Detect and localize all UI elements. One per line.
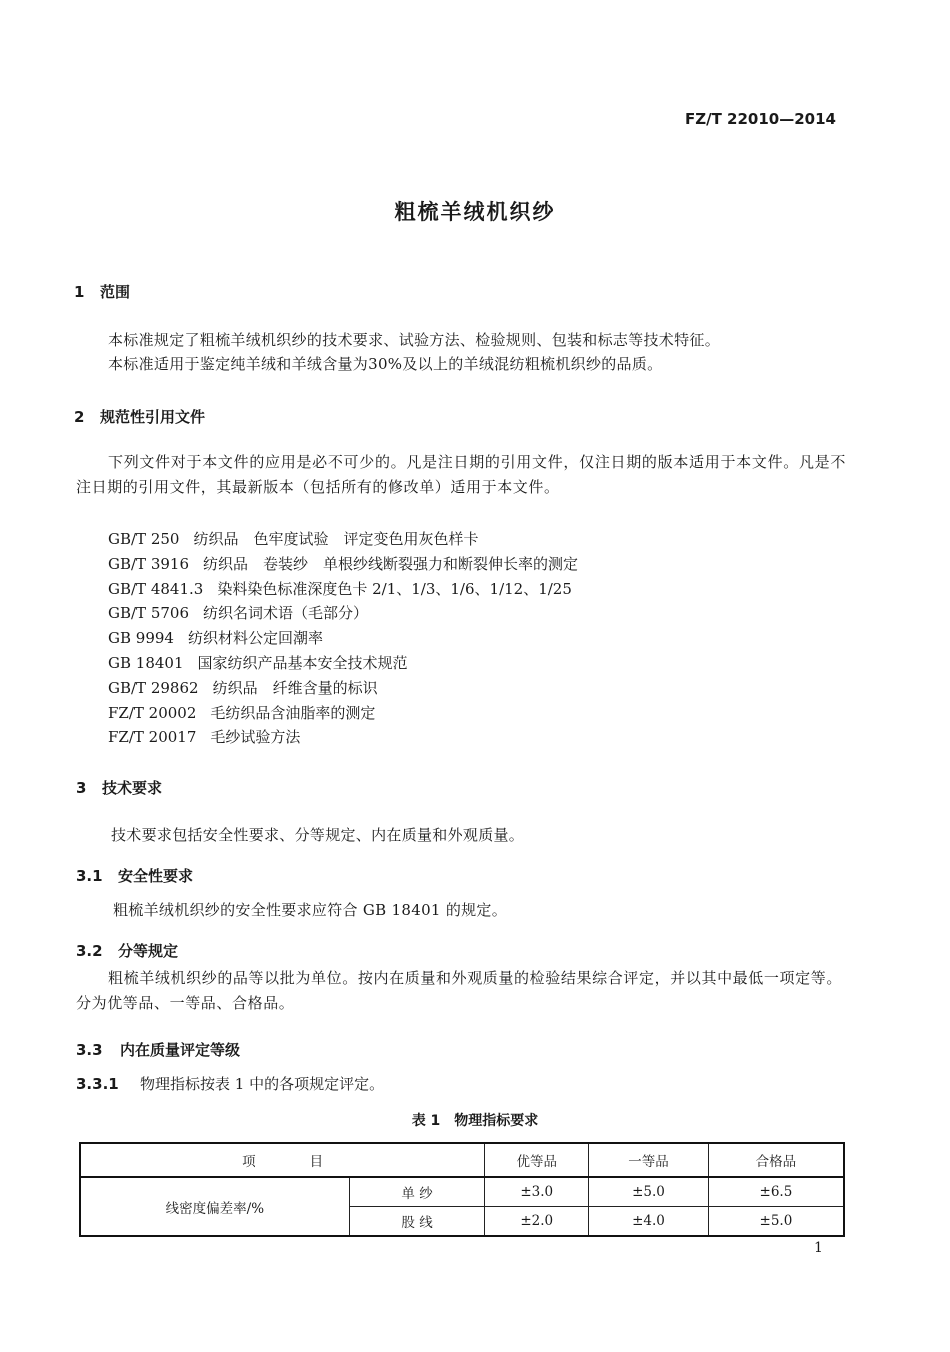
section-3-3-1 bbox=[76, 1073, 384, 1094]
section-3-intro: 技术要求包括安全性要求、分等规定、内在质量和外观质量。 bbox=[111, 826, 525, 844]
reference-title: 纺织材料公定回潮率 bbox=[187, 629, 323, 648]
section-title: 技术要求 bbox=[102, 779, 163, 797]
reference-title: 毛纱试验方法 bbox=[210, 728, 301, 747]
sub-item-label: 单 纱 bbox=[349, 1177, 485, 1207]
section-title: 安全性要求 bbox=[118, 867, 194, 885]
table-cell: ±4.0 bbox=[589, 1207, 709, 1237]
reference-title: 毛纺织品含油脂率的测定 bbox=[210, 703, 376, 722]
section-3-1-text: 粗梳羊绒机织纱的安全性要求应符合 GB 18401 的规定。 bbox=[113, 901, 508, 919]
section-title: 范围 bbox=[100, 283, 131, 301]
section-number: 3 bbox=[76, 779, 87, 797]
section-number: 1 bbox=[74, 283, 85, 301]
section-3-2-text: 粗梳羊绒机织纱的品等以批为单位。按内在质量和外观质量的检验结果综合评定，并以其中最低一项定等。分为优等品、一等品、合格品。 bbox=[76, 969, 842, 1012]
header-grade-qualified: 合格品 bbox=[708, 1143, 844, 1177]
header-grade-first: 一等品 bbox=[589, 1143, 709, 1177]
reference-item bbox=[108, 527, 578, 552]
reference-item bbox=[108, 676, 578, 701]
section-text: 物理指标按表 1 中的各项规定评定。 bbox=[140, 1075, 385, 1093]
reference-title: 纺织名词术语（毛部分） bbox=[203, 604, 369, 623]
section-1-paragraph-1: 本标准规定了粗梳羊绒机织纱的技术要求、试验方法、检验规则、包装和标志等技术特征。 bbox=[108, 331, 721, 349]
table-cell: ±5.0 bbox=[708, 1207, 844, 1237]
standard-code: FZ/T 22010—2014 bbox=[685, 110, 836, 128]
reference-title: 国家纺织产品基本安全技术规范 bbox=[197, 653, 408, 672]
section-3-3-heading bbox=[76, 1039, 240, 1060]
reference-list bbox=[108, 527, 578, 750]
reference-item bbox=[108, 701, 578, 726]
section-number: 3.3.1 bbox=[76, 1075, 119, 1093]
section-number: 3.2 bbox=[76, 942, 103, 960]
section-1-heading bbox=[74, 281, 130, 302]
row-item-label: 线密度偏差率/% bbox=[80, 1177, 349, 1236]
header-grade-premium: 优等品 bbox=[485, 1143, 589, 1177]
section-title: 内在质量评定等级 bbox=[120, 1041, 241, 1059]
reference-code: GB/T 29862 bbox=[108, 678, 199, 697]
section-3-2-heading bbox=[76, 940, 178, 961]
section-number: 3.1 bbox=[76, 867, 103, 885]
document-title: 粗梳羊绒机织纱 bbox=[394, 200, 556, 224]
reference-title: 染料染色标准深度色卡 2/1、1/3、1/6、1/12、1/25 bbox=[217, 579, 572, 598]
section-3-heading bbox=[76, 777, 162, 798]
table-cell: ±2.0 bbox=[485, 1207, 589, 1237]
table-row bbox=[80, 1177, 844, 1207]
table-caption: 表 1 物理指标要求 bbox=[411, 1113, 539, 1129]
reference-item bbox=[108, 577, 578, 602]
reference-code: GB/T 5706 bbox=[108, 604, 190, 623]
section-title: 分等规定 bbox=[118, 942, 179, 960]
reference-item bbox=[108, 651, 578, 676]
section-number: 2 bbox=[74, 408, 85, 426]
reference-item bbox=[108, 552, 578, 577]
section-3-1-heading bbox=[76, 865, 193, 886]
reference-code: GB 18401 bbox=[108, 653, 184, 672]
reference-item bbox=[108, 626, 578, 651]
table-cell: ±5.0 bbox=[589, 1177, 709, 1207]
reference-code: FZ/T 20017 bbox=[108, 728, 197, 747]
table-header-row bbox=[80, 1143, 844, 1177]
reference-title: 纺织品 色牢度试验 评定变色用灰色样卡 bbox=[193, 530, 479, 548]
table-cell: ±3.0 bbox=[485, 1177, 589, 1207]
reference-item bbox=[108, 601, 578, 626]
reference-title: 纺织品 纤维含量的标识 bbox=[212, 678, 378, 697]
table-cell: ±6.5 bbox=[708, 1177, 844, 1207]
reference-code: FZ/T 20002 bbox=[108, 703, 197, 722]
section-1-paragraph-2: 本标准适用于鉴定纯羊绒和羊绒含量为30%及以上的羊绒混纺粗梳机织纱的品质。 bbox=[108, 355, 663, 373]
page-number: 1 bbox=[814, 1240, 823, 1256]
reference-item bbox=[108, 725, 578, 750]
physical-index-table bbox=[79, 1142, 845, 1237]
section-2-intro: 下列文件对于本文件的应用是必不可少的。凡是注日期的引用文件，仅注日期的版本适用于本文件。凡是不注日期的引用文件，其最新版本（包括所有的修改单）适用于本文件。 bbox=[76, 453, 846, 496]
reference-code: GB/T 250 bbox=[108, 530, 180, 548]
reference-code: GB 9994 bbox=[108, 629, 174, 648]
header-item: 项 目 bbox=[80, 1143, 485, 1177]
reference-code: GB/T 3916 bbox=[108, 554, 190, 573]
section-number: 3.3 bbox=[76, 1041, 103, 1059]
section-title: 规范性引用文件 bbox=[100, 408, 206, 426]
sub-item-label: 股 线 bbox=[349, 1207, 485, 1237]
section-2-heading bbox=[74, 406, 205, 427]
reference-code: GB/T 4841.3 bbox=[108, 579, 204, 598]
reference-title: 纺织品 卷装纱 单根纱线断裂强力和断裂伸长率的测定 bbox=[203, 554, 579, 573]
